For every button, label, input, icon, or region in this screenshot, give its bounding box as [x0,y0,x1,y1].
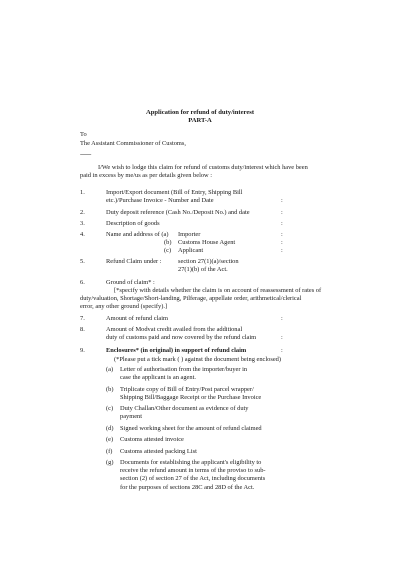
document-title: Application for refund of duty/interest [145,109,255,116]
to-label: To [80,131,87,138]
enclosure-mark: (e) [106,436,114,444]
enclosure-text: section (2) of section 27 of the Act, including documents [120,475,266,483]
enclosures-heading: Enclosures* (in original) in support of refund claim [106,347,247,354]
enclosure-mark: (f) [106,447,113,455]
addressee: The Assistant Commissioner of Customs, [80,140,186,147]
enclosure-text: receive the refund amount in terms of the proviso to sub- [120,467,266,475]
intro-line-2: paid in excess by me/us as per details given below : [80,172,213,179]
intro-line-1: I/We wish to lodge this claim for refund of customs duty/interest which have been [98,164,308,171]
part-heading: PART-A [188,117,212,124]
enclosure-mark: (g) [106,459,114,466]
enclosure-text: Customs attested packing List [120,447,197,455]
enclosure-text: for the purposes of sections 28C and 28D of the Act. [120,483,255,491]
enclosure-text: Shipping Bill/Baggage Receipt or the Purchase Invoice [120,393,262,401]
enclosure-mark: (c) [106,405,114,413]
enclosure-text: Documents for establishing the applicant's eligibility to [120,459,262,466]
enclosure-mark: (d) [106,424,114,432]
enclosure-mark: (b) [106,385,114,393]
enclosure-text: Customs attested invoice [120,436,184,444]
enclosure-text: case the applicant is an agent. [120,374,196,382]
enclosure-text: Triplicate copy of Bill of Entry/Post parcel wrapper/ [120,385,254,393]
enclosure-text: Letter of authorisation from the importer/buyer in [120,366,248,373]
enclosure-text: Signed working sheet for the amount of refund claimed [120,424,262,432]
enclosure-text: Duty Challan/Other document as evidence of duty [120,405,249,413]
enclosure-mark: (a) [106,366,114,373]
document-page: Application for refund of duty/interest PART-A To The Assistant Commissioner of Customs, ........... I/We wish to lodge this claim for refund of customs duty/interest which have been paid in excess by me/us as per details given below : 1. Import/Export document (Bill of Entry, Shipping Bill etc.)/Purchase Invoice - Number and Date : 2. Duty deposit reference (Cash No./Deposit No.) and date : 3. Description of goods : 4. Name and address of (a) Importer : (b) Customs House Agent : (c) Applicant : 5. Refund Claim under : section 27(1)(a)/section 27(1)(b) of the Act. 6. Ground of claim* : [*specify with details whether the claim is on account of reassessment of rates of duty/valuation, Shortage/Short-landing, Pilferage, appellate order, arithmetical/clerical error, any other ground (specify).] 7. Amount of refund claim : 8. Amount of Modvat credit availed from the additional duty of customs paid and now covered by the refund claim : 9. Enclosures* (in original) in support of refund claim : (*Please put a tick mark ( ) against the document being enclosed) (a) Letter of authorisation from the importer/buyer in case the applicant is an agent. (b) Triplicate copy of Bill of Entry/Post parcel wrapper/ Shipping Bill/Baggage Receipt or the Purchase Invoice (c) Duty Challan/Other document as evidence of duty payment (d) Signed working sheet for the amount of refund claimed (e) Customs attested invoice (f) Customs attested packing List (g) Documents for establishing the applicant's eligibility to receive the refund amount in terms of the proviso to sub- section (2) of section 27 of the Act, including documents for the purposes of sections 28C and 28D of the Act. [0,0,400,565]
enclosures-note: (*Please put a tick mark ( ) against the document being enclosed) [114,356,281,363]
addressee-blank: ........... [80,150,91,157]
enclosure-text: payment [120,413,143,421]
